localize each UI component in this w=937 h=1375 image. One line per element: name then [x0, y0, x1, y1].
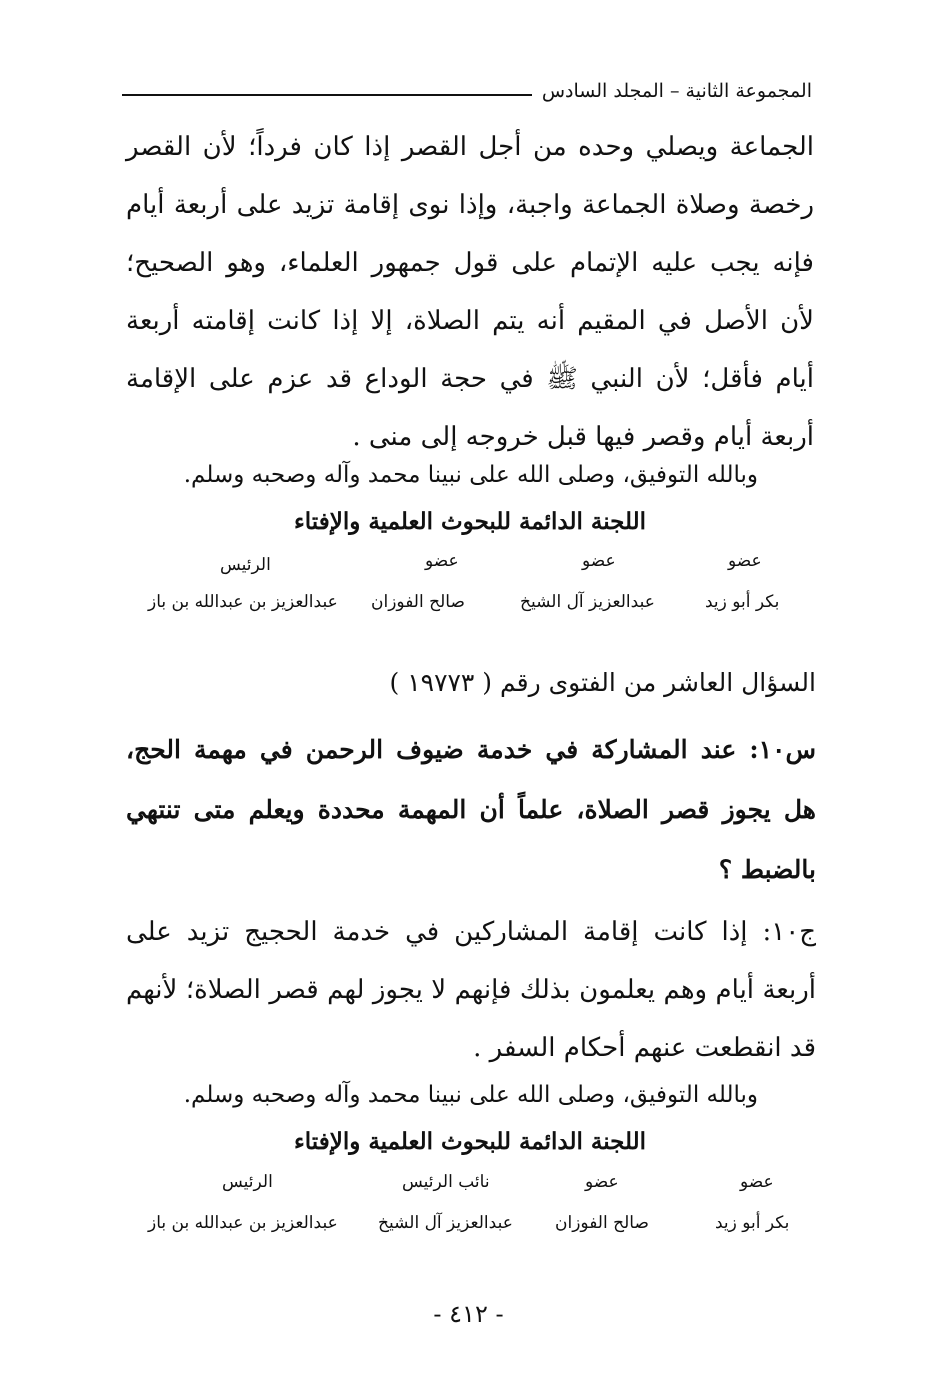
- signature-role: عضو: [425, 551, 459, 571]
- running-header: [122, 76, 812, 106]
- committee-name: اللجنة الدائمة للبحوث العلمية والإفتاء: [293, 508, 647, 535]
- page-number: - ٤١٢ -: [433, 1300, 504, 1328]
- signature-name: عبدالعزيز بن عبدالله بن باز: [148, 1213, 338, 1233]
- signature-role: عضو: [585, 1172, 619, 1192]
- signature-name: عبدالعزيز آل الشيخ: [520, 592, 655, 612]
- fatwa-answer-continued: [126, 118, 814, 466]
- committee-name: اللجنة الدائمة للبحوث العلمية والإفتاء: [293, 1128, 647, 1155]
- signature-name: صالح الفوزان: [555, 1213, 649, 1233]
- signature-role: الرئيس: [220, 555, 271, 575]
- signature-name: بكر أبو زيد: [715, 1213, 790, 1233]
- closing-blessing: وبالله التوفيق، وصلى الله على نبينا محمد وآله وصحبه وسلم.: [183, 1082, 758, 1108]
- signature-role: عضو: [728, 551, 762, 571]
- signature-name: بكر أبو زيد: [705, 592, 780, 612]
- signature-role: الرئيس: [222, 1172, 273, 1192]
- fatwa-question-title: السؤال العاشر من الفتوى رقم ( ١٩٧٧٣ ): [389, 668, 816, 697]
- signature-name: عبدالعزيز بن عبدالله بن باز: [148, 592, 338, 612]
- signature-role: نائب الرئيس: [402, 1172, 490, 1192]
- signature-name: عبدالعزيز آل الشيخ: [378, 1213, 513, 1233]
- header-title: المجموعة الثانية – المجلد السادس: [541, 80, 812, 102]
- paragraph-text: الجماعة ويصلي وحده من أجل القصر إذا كان فرداً؛ لأن القصر رخصة وصلاة الجماعة واجبة، وإذا نوى إقامة تزيد على أربعة أيام فإنه يجب عليه الإتمام على قول جمهور العلماء، وهو الصحيح؛ لأن الأصل في المقيم أنه يتم الصلاة، إلا إذا كانت إقامته أربعة أيام فأقل؛ لأن النبي ﷺ في حجة الوداع قد عزم على الإقامة أربعة أيام وقصر فيها قبل خروجه إلى منى .: [126, 132, 814, 452]
- closing-blessing: وبالله التوفيق، وصلى الله على نبينا محمد وآله وصحبه وسلم.: [183, 462, 758, 488]
- header-rule: [122, 94, 532, 96]
- signature-name: صالح الفوزان: [371, 592, 465, 612]
- question-text: س١٠: عند المشاركة في خدمة ضيوف الرحمن في مهمة الحج، هل يجوز قصر الصلاة، علماً أن المهمة محددة ويعلم متى تنتهي بالضبط ؟: [126, 735, 816, 884]
- signature-role: عضو: [740, 1172, 774, 1192]
- signature-role: عضو: [582, 551, 616, 571]
- answer-text: ج١٠: إذا كانت إقامة المشاركين في خدمة الحجيج تزيد على أربعة أيام وهم يعلمون بذلك فإنهم لا يجوز لهم قصر الصلاة؛ لأنهم قد انقطعت عنهم أحكام السفر .: [126, 917, 816, 1063]
